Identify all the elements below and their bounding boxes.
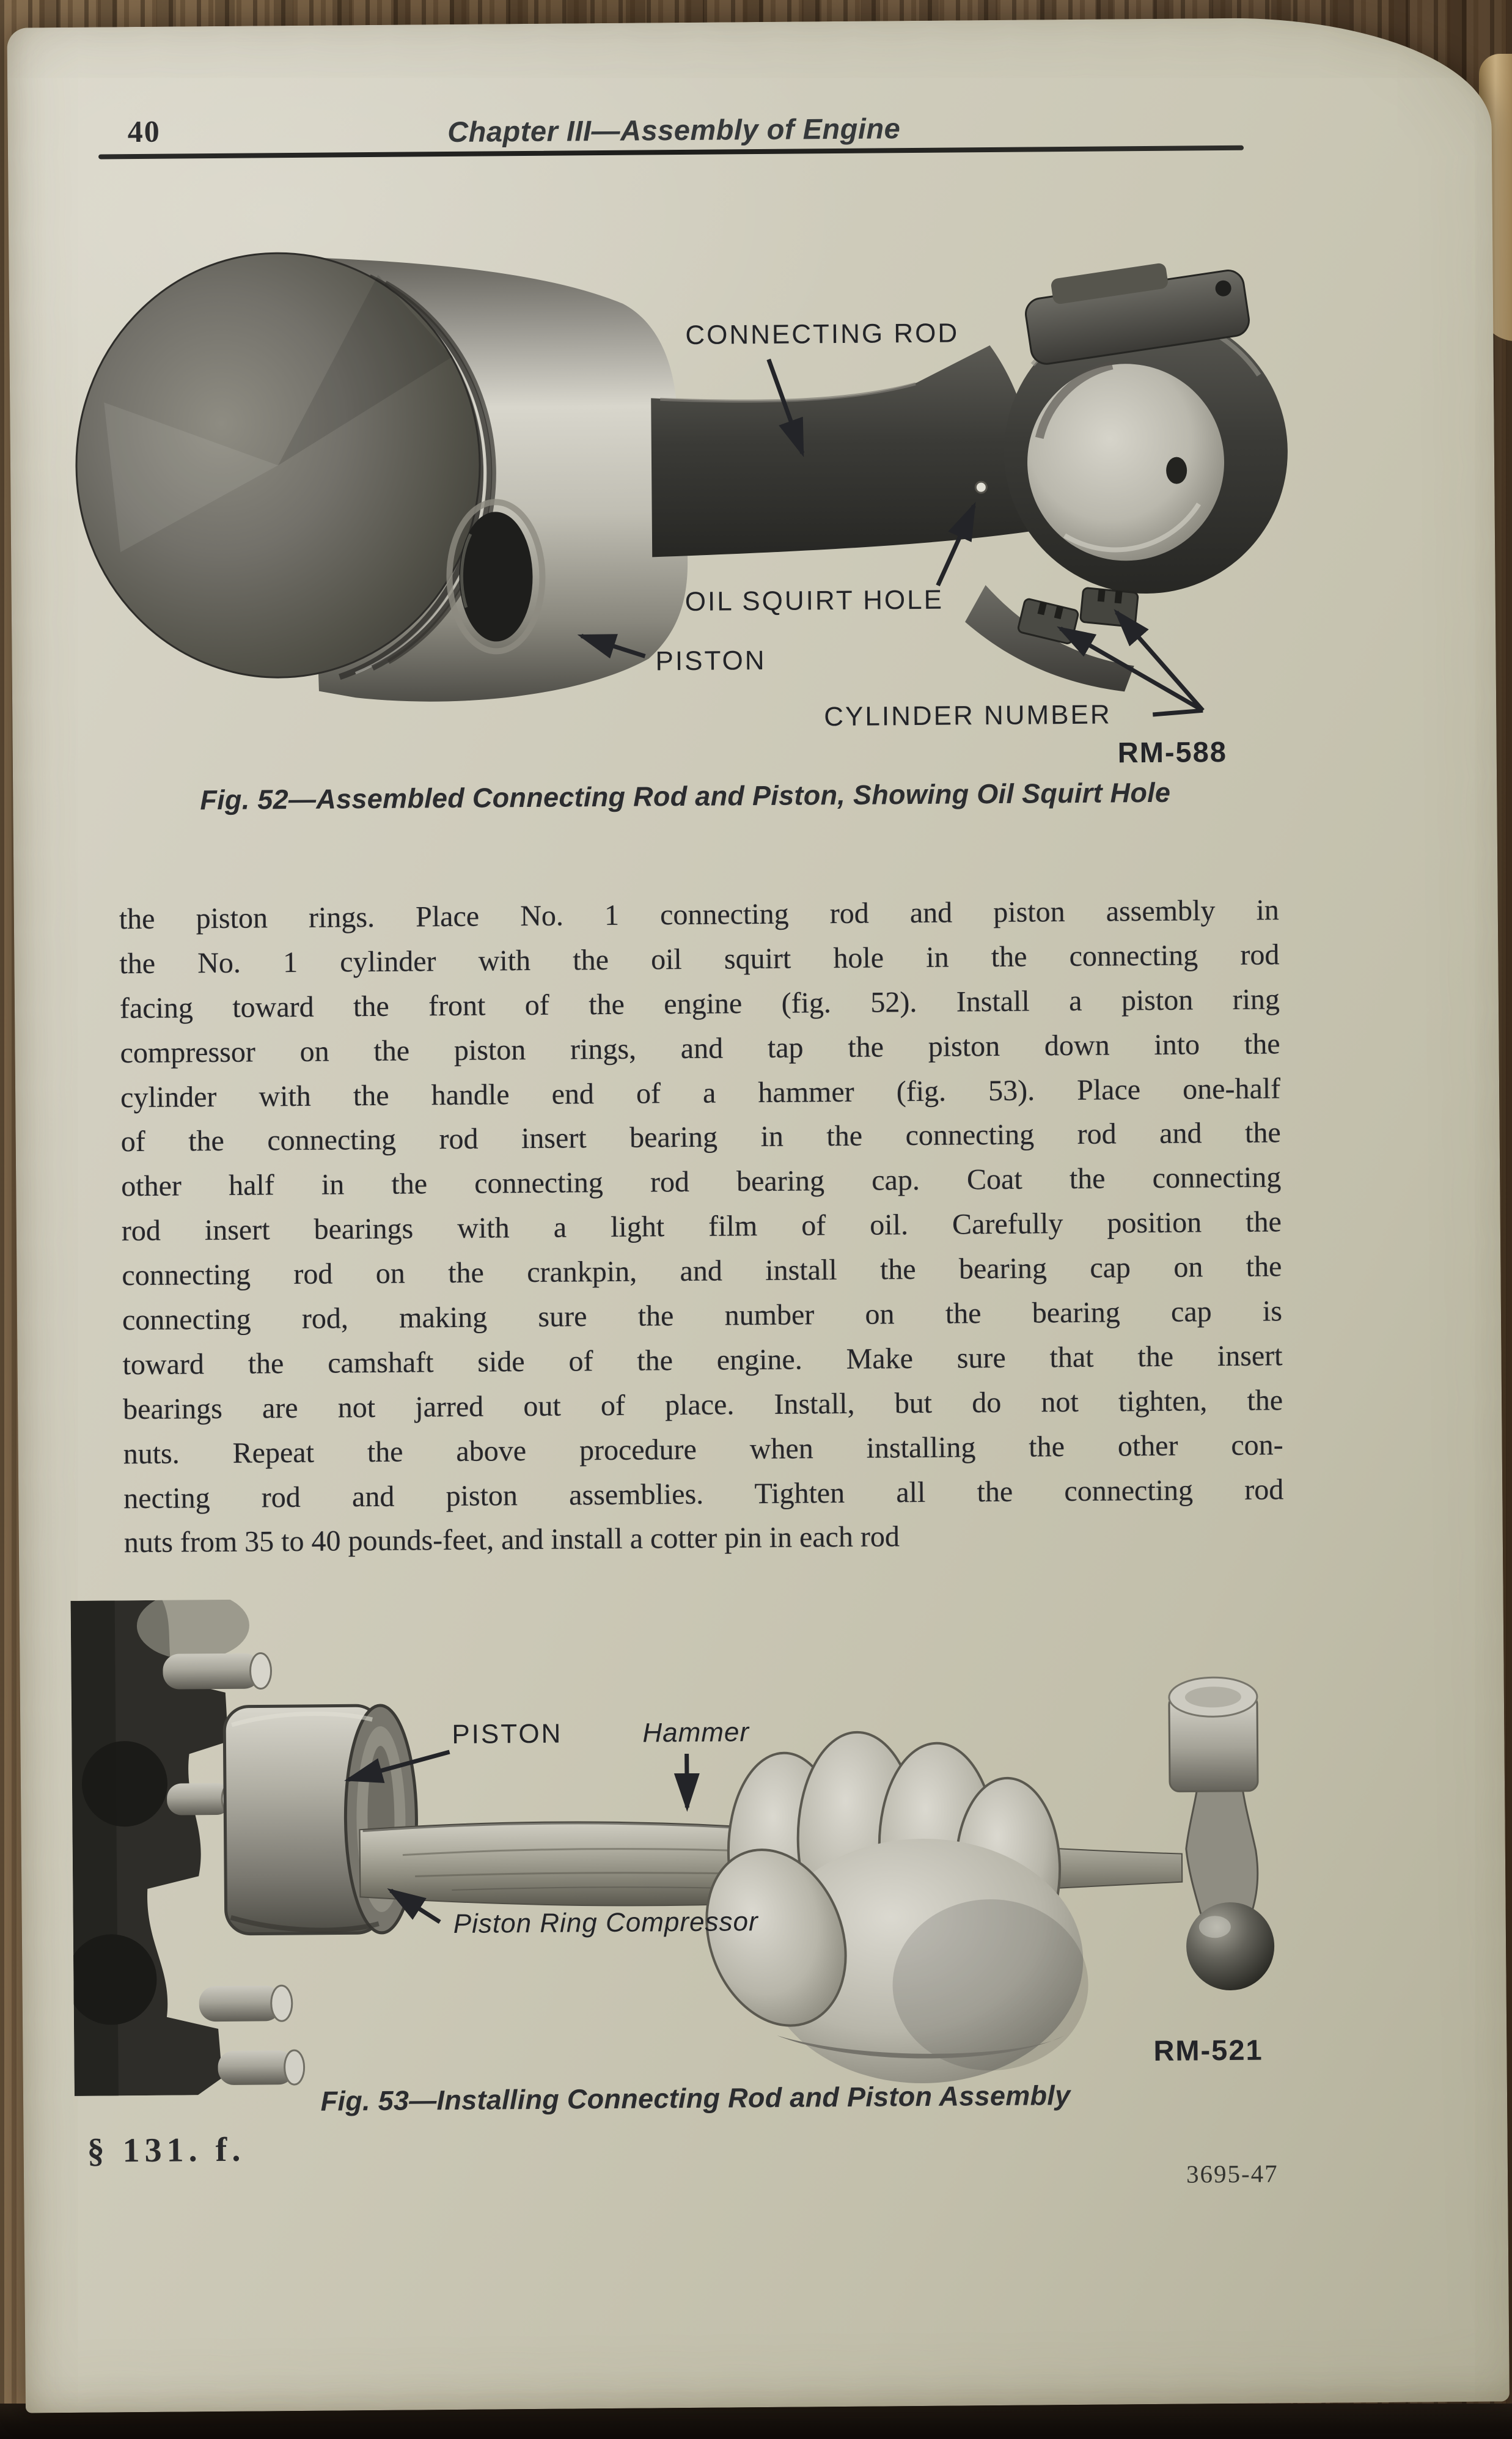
body-line: the piston rings. Place No. 1 connecting rod and piston assembly in xyxy=(119,894,1279,936)
manual-page xyxy=(7,17,1510,2413)
body-line: the No. 1 cylinder with the oil squirt hole in the connecting rod xyxy=(119,938,1280,980)
body-line: rod insert bearings with a light film of oil. Carefully position the xyxy=(121,1205,1282,1248)
hammer-arrow xyxy=(687,1754,688,1808)
body-line: cylinder with the handle end of a hammer (fig. 53). Place one-half xyxy=(120,1072,1281,1114)
cylinder-number-connector xyxy=(1153,710,1203,715)
body-line: connecting rod on the crankpin, and install the bearing cap on the xyxy=(122,1250,1282,1292)
piston-illustration xyxy=(75,250,689,704)
body-line: of the connecting rod insert bearing in the connecting rod and the xyxy=(120,1116,1281,1158)
body-line: facing toward the front of the engine (fig. 52). Install a piston ring xyxy=(119,983,1280,1025)
fig52-piston-label: PISTON xyxy=(655,645,766,677)
body-line: nuts from 35 to 40 pounds-feet, and install a cotter pin in each rod xyxy=(123,1520,900,1559)
body-line: compressor on the piston rings, and tap the piston down into the xyxy=(120,1028,1280,1069)
body-paragraph xyxy=(119,888,1285,1565)
fig53-hammer-label: Hammer xyxy=(642,1717,750,1748)
body-line: toward the camshaft side of the engine. Make sure that the insert xyxy=(122,1339,1283,1381)
figure-52-photo xyxy=(60,197,1350,787)
chapter-title: Chapter III—Assembly of Engine xyxy=(447,112,901,148)
fig52-oil-squirt-hole-label: OIL SQUIRT HOLE xyxy=(684,584,944,617)
hammer-head-illustration xyxy=(1169,1677,1275,1990)
print-code: 3695-47 xyxy=(1186,2159,1279,2188)
fig53-photo-code: RM-521 xyxy=(1153,2033,1263,2067)
fig53-piston-label: PISTON xyxy=(452,1718,563,1750)
page-number: 40 xyxy=(127,114,161,149)
fig52-photo-code: RM-588 xyxy=(1117,735,1228,769)
fig53-compressor-label: Piston Ring Compressor xyxy=(453,1907,758,1940)
cylinder-number-arrow-right xyxy=(1117,611,1203,711)
fig52-connecting-rod-label: CONNECTING ROD xyxy=(685,318,960,350)
body-line: necting rod and piston assemblies. Tighten all the connecting rod xyxy=(123,1473,1284,1515)
connecting-rod-illustration xyxy=(650,251,1290,696)
section-reference: § 131. f. xyxy=(87,2130,246,2170)
figure-53-photo xyxy=(71,1591,1360,2095)
body-line: other half in the connecting rod bearing cap. Coat the connecting xyxy=(121,1161,1282,1203)
piston-ring-compressor-illustration xyxy=(224,1705,417,1933)
fig52-cylinder-number-label: CYLINDER NUMBER xyxy=(824,699,1112,732)
oil-squirt-hole-dot xyxy=(975,482,986,493)
body-line: bearings are not jarred out of place. Install, but do not tighten, the xyxy=(122,1384,1283,1426)
figure-53-caption: Fig. 53—Installing Connecting Rod and Piston Assembly xyxy=(320,2080,1071,2117)
body-line: connecting rod, making sure the number on the bearing cap is xyxy=(122,1295,1283,1337)
body-line: nuts. Repeat the above procedure when installing the other con- xyxy=(123,1429,1283,1470)
figure-52-caption: Fig. 52—Assembled Connecting Rod and Piston, Showing Oil Squirt Hole xyxy=(200,776,1171,816)
